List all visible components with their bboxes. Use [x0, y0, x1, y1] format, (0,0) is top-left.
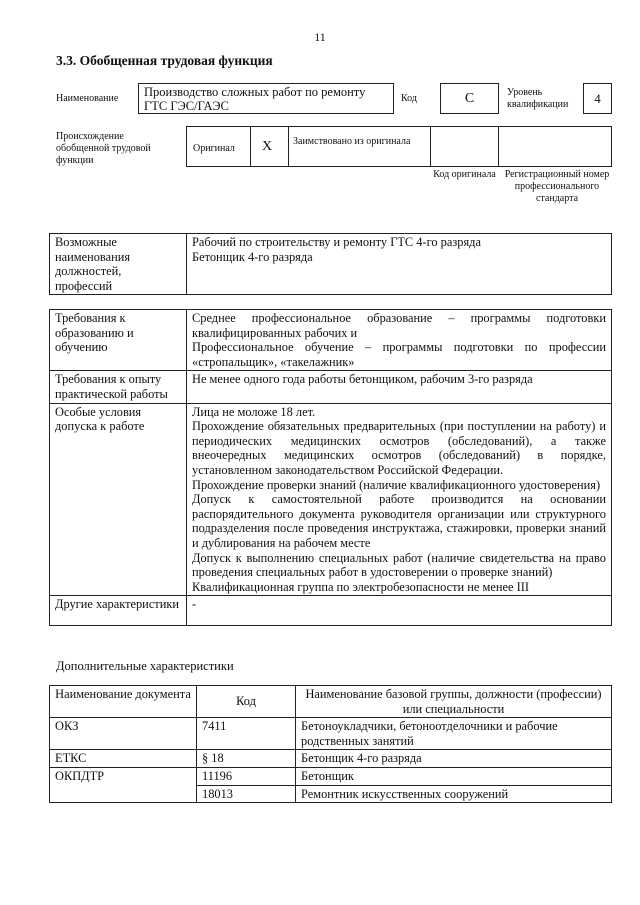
req-paragraph: Допуск к выполнению специальных работ (наличие свидетельства на право проведения специальных работ в удостоверении о проверке знаний): [192, 550, 606, 580]
origin-label: Происхождение обобщенной трудовой функции: [56, 131, 151, 166]
req-label-experience: Требования к опыту практической работы: [50, 371, 187, 403]
row-name: Бетоноукладчики, бетоноотделочники и рабочие родственных занятий: [296, 718, 612, 750]
additional-title: Дополнительные характеристики: [56, 659, 234, 673]
borrowed-label: Заимствовано из оригинала: [293, 136, 411, 147]
level-label: Уровень квалификации: [507, 87, 569, 110]
row-name: Бетонщик: [296, 767, 612, 785]
row-name: Ремонтник искусственных сооружений: [296, 785, 612, 803]
code-value: C: [440, 83, 499, 114]
req-paragraph: Допуск к самостоятельной работе производится на основании распорядительного документа руководителя организации или структурного подразделения после проведения инструктажа, стажировки, проверки знаний и дублирования на рабочем месте: [192, 492, 606, 550]
original-mark: X: [262, 139, 273, 154]
req-value-education: [187, 310, 612, 371]
code-original-label: Код оригинала: [433, 169, 496, 180]
row-code: 18013: [197, 785, 296, 803]
row-doc: ОКЗ: [50, 718, 197, 750]
code-label: Код: [401, 93, 417, 104]
req-value-experience: [187, 371, 612, 403]
col-header-code: Код: [197, 686, 296, 718]
function-name: Производство сложных работ по ремонту ГТС ГЭС/ГАЭС: [144, 85, 366, 113]
req-paragraph: Прохождение проверки знаний (наличие квалификационного удостоверения): [192, 477, 601, 492]
req-label-education: Требования к образованию и обучению: [50, 310, 187, 371]
row-code: 7411: [197, 718, 296, 750]
req-paragraph: Среднее профессиональное образование – программы подготовки квалифицированных рабочих и: [192, 311, 606, 340]
row-code: 11196: [197, 767, 296, 785]
row-code: § 18: [197, 750, 296, 768]
position-line: Бетонщик 4-го разряда: [192, 249, 313, 264]
req-paragraph: Лица не моложе 18 лет.: [192, 404, 316, 419]
name-label: Наименование: [56, 93, 119, 104]
req-paragraph: Профессиональное обучение – программы подготовки по профессии «стропальщик», «такелажник»: [192, 340, 606, 369]
positions-table: [49, 233, 612, 295]
req-paragraph: Прохождение обязательных предварительных (при поступлении на работу) и периодических медицинских осмотров (обследований), а также внеочередных медицинских осмотров (обследований) в порядке, установленном законодательством Российской Федерации.: [192, 419, 606, 477]
section-heading: 3.3. Обобщенная трудовая функция: [56, 53, 273, 68]
req-value-conditions: [187, 403, 612, 596]
row-doc: ОКПДТР: [50, 767, 197, 802]
page-number: 11: [314, 30, 326, 44]
req-label-conditions: Особые условия допуска к работе: [50, 403, 187, 596]
original-label: Оригинал: [193, 143, 235, 154]
function-name-box: [138, 83, 394, 114]
reg-number-label: Регистрационный номер профессионального стандарта: [504, 169, 610, 204]
req-paragraph: -: [192, 597, 197, 612]
req-value-other: [187, 596, 612, 626]
requirements-table: [49, 309, 612, 626]
additional-table: [49, 685, 612, 803]
level-value: 4: [583, 83, 612, 114]
row-name: Бетонщик 4-го разряда: [296, 750, 612, 768]
req-paragraph: Не менее одного года работы бетонщиком, рабочим 3-го разряда: [192, 372, 533, 387]
positions-value: [187, 234, 612, 295]
position-line: Рабочий по строительству и ремонту ГТС 4-го разряда: [192, 235, 481, 249]
col-header-doc: Наименование документа: [50, 686, 197, 718]
req-paragraph: Квалификационная группа по электробезопасности не менее III: [192, 579, 529, 594]
row-doc: ЕТКС: [50, 750, 197, 768]
positions-label: Возможные наименования должностей, профессий: [50, 234, 187, 295]
req-label-other: Другие характеристики: [50, 596, 187, 626]
col-header-name: Наименование базовой группы, должности (профессии) или специальности: [296, 686, 612, 718]
